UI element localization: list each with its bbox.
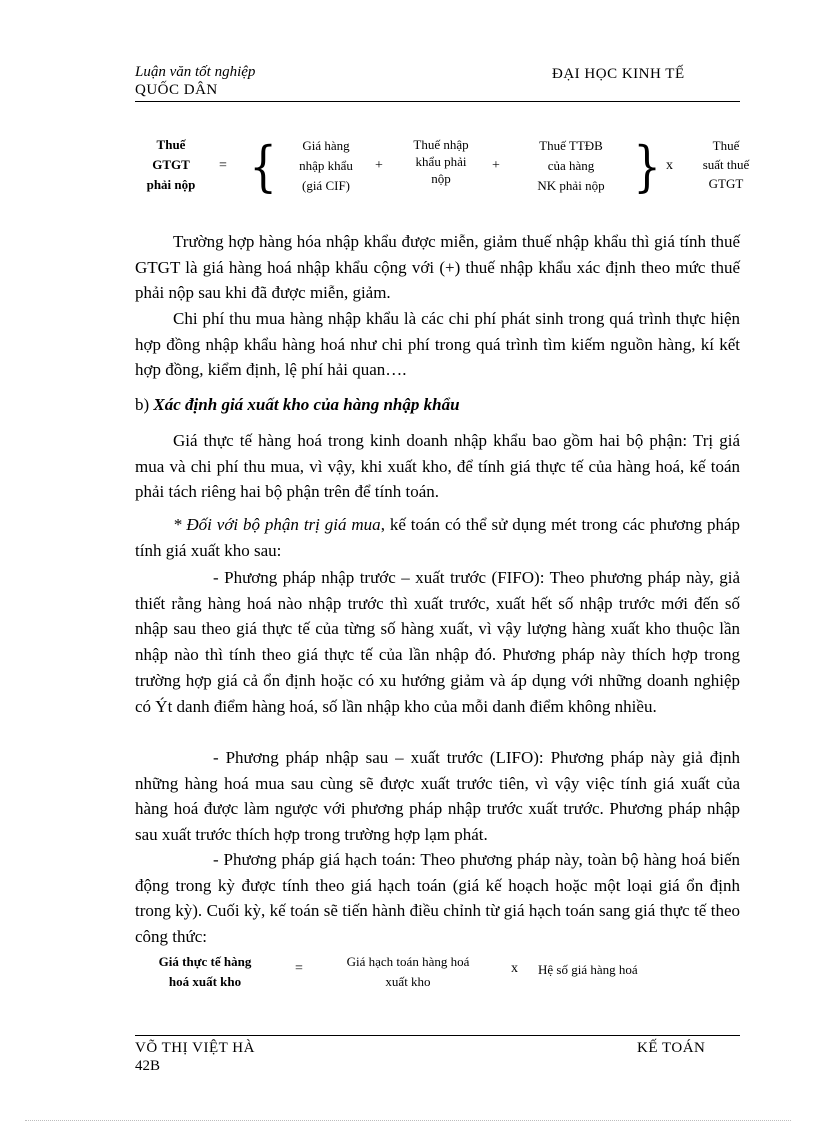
paragraph-accounting-price: - Phương pháp giá hạch toán: Theo phương pháp này, toàn bộ hàng hoá biến động trong kỳ được tính theo giá hạch toán (giá kế hoạch hoặc một loại giá ổn định trong kỳ). Cuối kỳ, kế toán sẽ tiến hành điều chỉnh từ giá hạch toán sang giá thực tế theo công thức: xyxy=(135,850,740,947)
formula1-times: x xyxy=(666,158,673,173)
formula1-plus-1: + xyxy=(375,158,383,173)
footer-class: 42B xyxy=(135,1058,161,1074)
formula1-term-cif: Giá hàng nhập khẩu (giá CIF) xyxy=(299,138,353,193)
formula2-lhs: Giá thực tế hàng hoá xuất kho xyxy=(158,954,252,989)
formula1-term-vat-rate: Thuế suất thuế GTGT xyxy=(702,138,750,191)
paragraph-fifo: - Phương pháp nhập trước – xuất trước (FIFO): Theo phương pháp này, giả thiết rằng hàng hoá nào nhập trước thì xuất trước, xuất hết số nhập trước mới đến số nhập sau theo giá thực tế của từng số hàng xuất, vì vậy lượng hàng xuất kho thuộc lần nhập nào thì tính theo giá thực tế của lần nhập đó. Phương pháp này thích hợp trong trường hợp giá cả ổn định hoặc có xu hướng giảm và áp dụng với những doanh nghiệp có Ýt danh điểm hàng hoá, số lần nhập kho của mỗi danh điểm không nhiều. xyxy=(135,568,740,716)
formula1-term-import-tax: Thuế nhập khẩu phải nộp xyxy=(413,137,469,186)
header-university-suffix: QUỐC DÂN xyxy=(135,82,218,98)
paragraph-import-exemption: Trường hợp hàng hóa nhập khẩu được miễn, giảm thuế nhập khẩu thì giá tính thuế GTGT là giá hàng hoá nhập khẩu cộng với (+) thuế nhập khẩu xác định theo mức thuế phải nộp sau khi đã được miễn, giảm. xyxy=(135,232,740,303)
section-title: Xác định giá xuất kho của hàng nhập khẩu xyxy=(153,395,460,414)
header-university-name: ĐẠI HỌC KINH TẾ xyxy=(552,66,685,82)
left-brace: { xyxy=(249,135,277,198)
paragraph-purchase-value: * Đối với bộ phận trị giá mua, kế toán có thể sử dụng mét trong các phương pháp tính giá xuất kho sau: xyxy=(135,515,741,560)
page-bottom-divider xyxy=(25,1120,791,1121)
formula2-accounting-price: Giá hạch toán hàng hoá xuất kho xyxy=(346,954,470,989)
formula2-price-coefficient: Hệ số giá hàng hoá xyxy=(538,962,638,977)
footer-rule xyxy=(135,1035,740,1036)
header-thesis-label: Luận văn tốt nghiệp xyxy=(135,64,256,80)
formula1-lhs: Thuế GTGT phải nộp xyxy=(146,137,196,192)
formula1-plus-2: + xyxy=(492,158,500,173)
paragraph-purchase-costs: Chi phí thu mua hàng nhập khẩu là các chi phí phát sinh trong quá trình thực hiện hợp đồng nhập khẩu hàng hoá như chi phí trong quá trình tìm kiếm nguồn hàng, kí kết hợp đồng, kiểm định, lệ phí hải quan…. xyxy=(135,309,740,380)
footer-author-name: VÕ THỊ VIỆT HÀ xyxy=(135,1040,255,1056)
paragraph-actual-price: Giá thực tế hàng hoá trong kinh doanh nhập khẩu bao gồm hai bộ phận: Trị giá mua và chi phí thu mua, vì vậy, khi xuất kho, để tính giá thực tế của hàng hoá, kế toán phải tách riêng hai bộ phận trên để tính toán. xyxy=(135,431,740,502)
formula1-term-excise: Thuế TTĐB của hàng NK phải nộp xyxy=(537,138,605,193)
paragraph-lifo: - Phương pháp nhập sau – xuất trước (LIFO): Phương pháp này giả định những hàng hoá mua sau cùng sẽ được xuất trước tiên, vì vậy việc tính giá xuất của hàng hoá được làm ngược với phương pháp nhập trước xuất trước. Phương pháp nhập sau xuất trước thích hợp trong trường hợp lạm phát. xyxy=(135,748,740,845)
footer-department: KẾ TOÁN xyxy=(637,1040,706,1056)
section-heading: b) Xác định giá xuất kho của hàng nhập khẩu xyxy=(135,395,460,414)
formula1-equals: = xyxy=(219,158,227,173)
header-rule xyxy=(135,101,740,102)
right-brace: } xyxy=(633,135,661,198)
formula2-equals: = xyxy=(295,961,303,976)
formula2-times: x xyxy=(511,961,518,976)
